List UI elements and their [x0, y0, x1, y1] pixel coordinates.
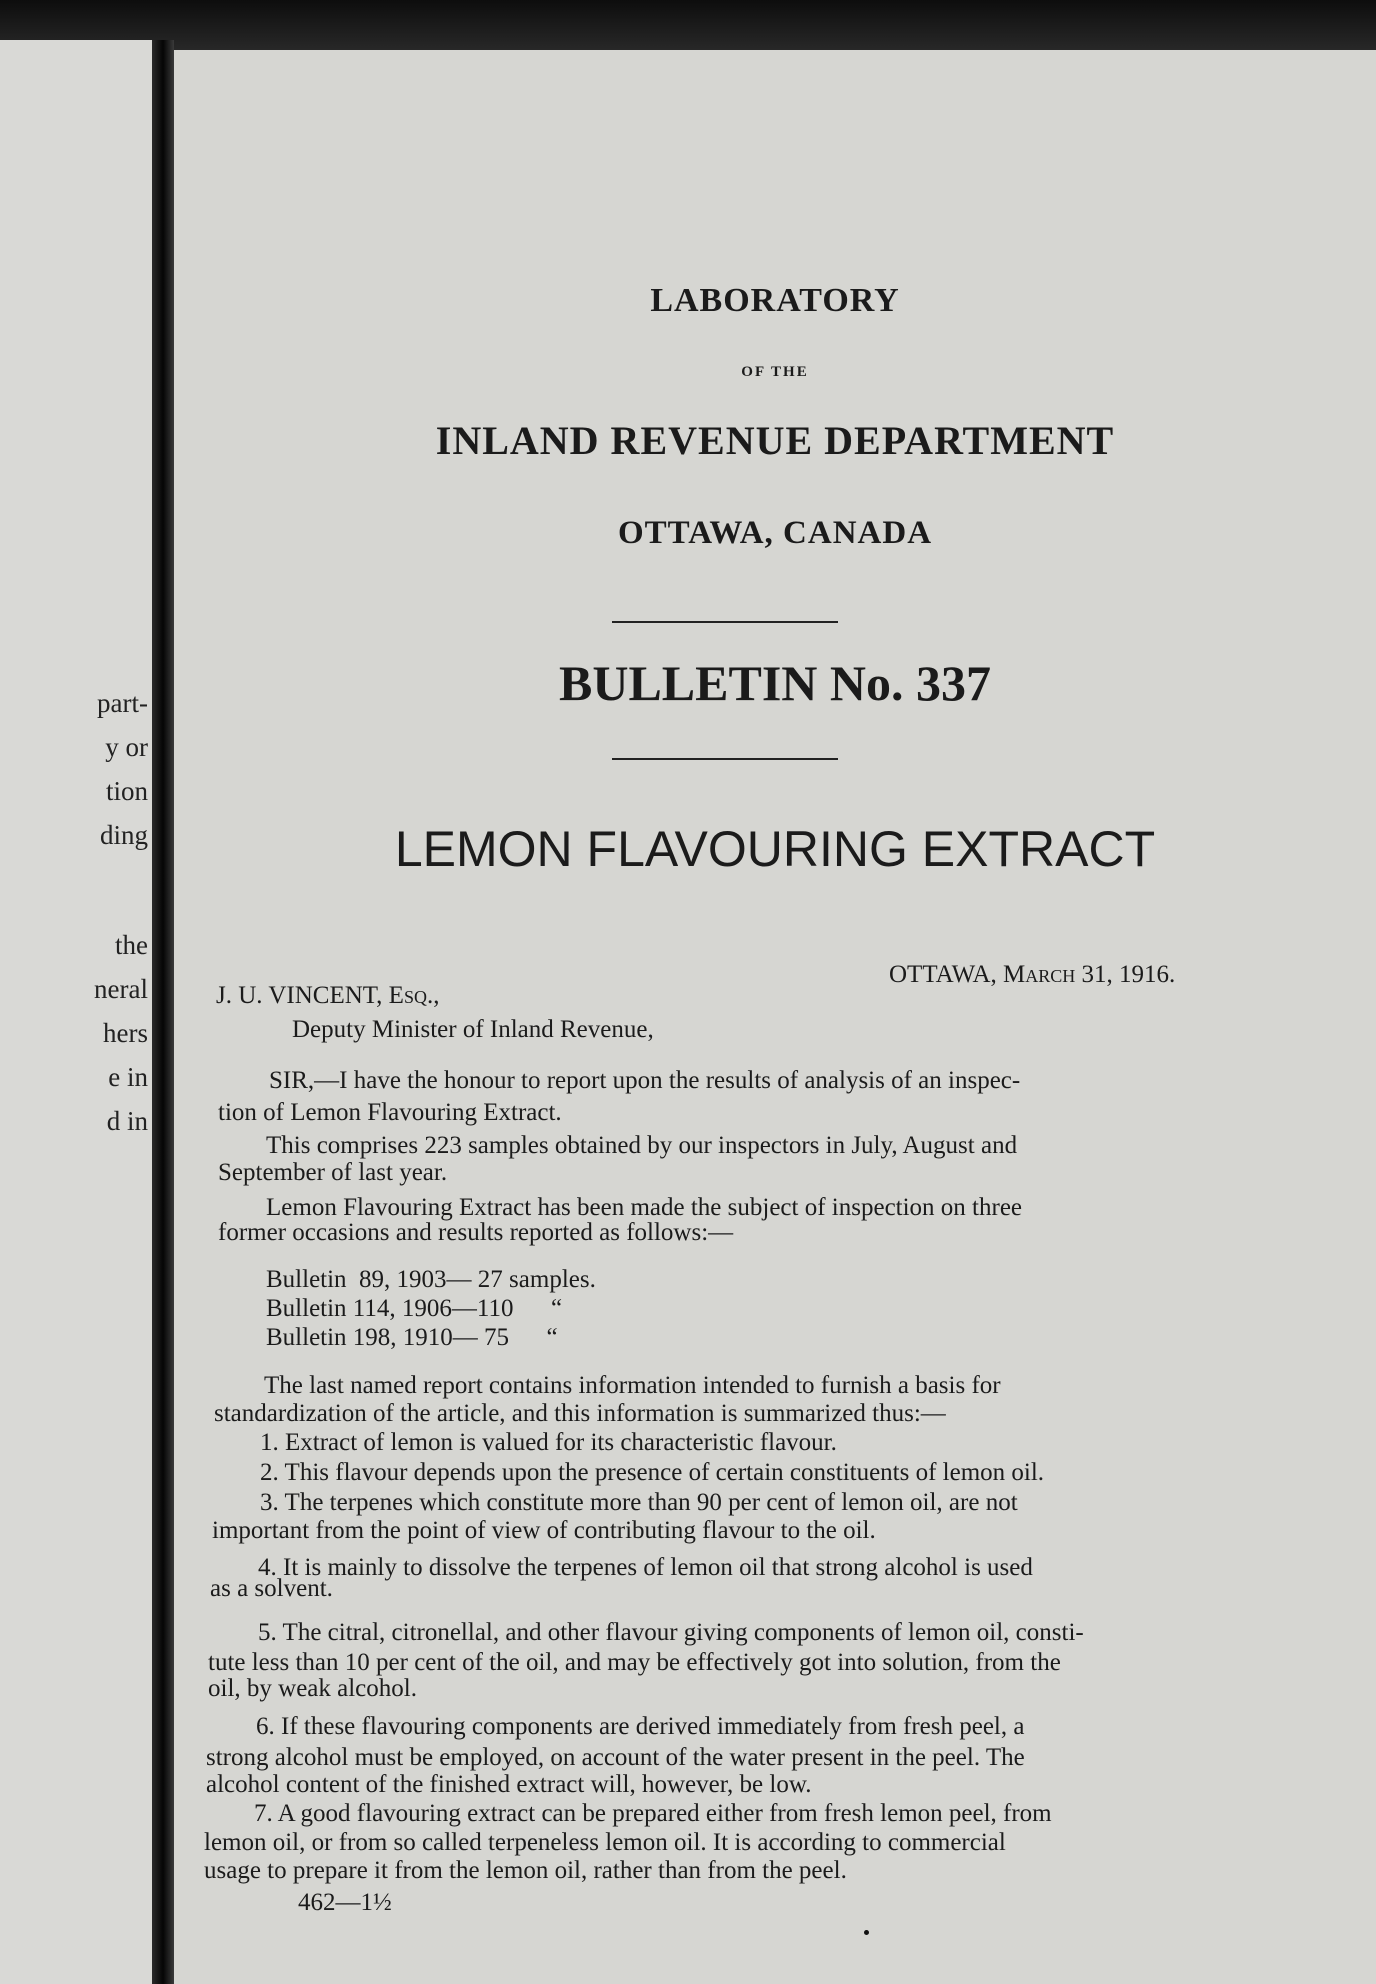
facing-page-fragment: y or — [105, 732, 148, 762]
laboratory-heading: LABORATORY — [650, 282, 900, 319]
bulletin-number: BULLETIN No. 337 — [558, 655, 992, 711]
summary-point: usage to prepare it from the lemon oil, rather than from the peel. — [204, 1857, 847, 1884]
addressee-title: Deputy Minister of Inland Revenue, — [292, 1016, 654, 1043]
facing-page-fragment: part- — [97, 688, 148, 718]
facing-page-fragment: ding — [99, 820, 148, 850]
of-the-heading: OF THE — [741, 364, 809, 380]
document-title: LEMON FLAVOURING EXTRACT — [394, 821, 1156, 877]
book-gutter — [152, 40, 174, 1984]
addressee-name: J. U. VINCENT, Esq., — [216, 982, 440, 1009]
paragraph-line: standardization of the article, and this information is summarized thus:— — [214, 1400, 946, 1427]
summary-point: as a solvent. — [210, 1575, 333, 1602]
paragraph-line: former occasions and results reported as follows:— — [218, 1219, 734, 1246]
summary-point: 3. The terpenes which constitute more than 90 per cent of lemon oil, are not — [260, 1489, 1018, 1516]
summary-point: alcohol content of the finished extract will, however, be low. — [206, 1771, 812, 1798]
ink-speck — [864, 1930, 869, 1935]
bulletin-list-item: Bulletin 89, 1903— 27 samples. — [266, 1266, 596, 1293]
paragraph-line: The last named report contains information intended to furnish a basis for — [264, 1372, 1001, 1399]
paragraph-line: This comprises 223 samples obtained by our inspectors in July, August and — [266, 1132, 1018, 1159]
summary-point: 2. This flavour depends upon the presence of certain constituents of lemon oil. — [260, 1459, 1045, 1486]
summary-point: 5. The citral, citronellal, and other flavour giving components of lemon oil, consti- — [258, 1619, 1084, 1646]
facing-page — [0, 40, 152, 1984]
bulletin-page — [174, 50, 1376, 1984]
facing-page-fragment: d in — [106, 1106, 148, 1136]
page-folio: 462—1½ — [298, 1889, 392, 1916]
paragraph-line: September of last year. — [218, 1159, 448, 1186]
summary-point: oil, by weak alcohol. — [208, 1675, 417, 1702]
divider — [612, 621, 838, 623]
divider — [612, 758, 838, 760]
facing-page-fragment: the — [115, 930, 148, 960]
facing-page-fragment: neral — [94, 974, 148, 1004]
summary-point: tute less than 10 per cent of the oil, and may be effectively got into solution, from the — [208, 1649, 1061, 1676]
city-heading: OTTAWA, CANADA — [617, 515, 933, 551]
summary-point: important from the point of view of contributing flavour to the oil. — [212, 1517, 876, 1544]
paragraph-line: tion of Lemon Flavouring Extract. — [218, 1099, 562, 1126]
summary-point: 6. If these flavouring components are derived immediately from fresh peel, a — [256, 1713, 1025, 1740]
summary-point: strong alcohol must be employed, on account of the water present in the peel. The — [206, 1744, 1025, 1771]
dateline: OTTAWA, March 31, 1916. — [889, 961, 1176, 988]
department-heading: INLAND REVENUE DEPARTMENT — [435, 418, 1115, 463]
facing-page-fragment: hers — [103, 1018, 148, 1048]
bulletin-list-item: Bulletin 198, 1910— 75 “ — [266, 1324, 558, 1351]
summary-point: 7. A good flavouring extract can be prepared either from fresh lemon peel, from — [254, 1800, 1052, 1827]
summary-point: lemon oil, or from so called terpeneless lemon oil. It is according to commercial — [204, 1829, 1006, 1856]
summary-point: 1. Extract of lemon is valued for its characteristic flavour. — [260, 1429, 837, 1456]
bulletin-list-item: Bulletin 114, 1906—110 “ — [266, 1295, 563, 1322]
paragraph-line: SIR,—I have the honour to report upon the results of analysis of an inspec- — [269, 1067, 1021, 1094]
facing-page-fragment: tion — [105, 776, 148, 806]
summary-point: 4. It is mainly to dissolve the terpenes of lemon oil that strong alcohol is used — [258, 1554, 1033, 1581]
facing-page-fragment: e in — [108, 1062, 148, 1092]
paragraph-line: Lemon Flavouring Extract has been made the subject of inspection on three — [266, 1194, 1023, 1221]
